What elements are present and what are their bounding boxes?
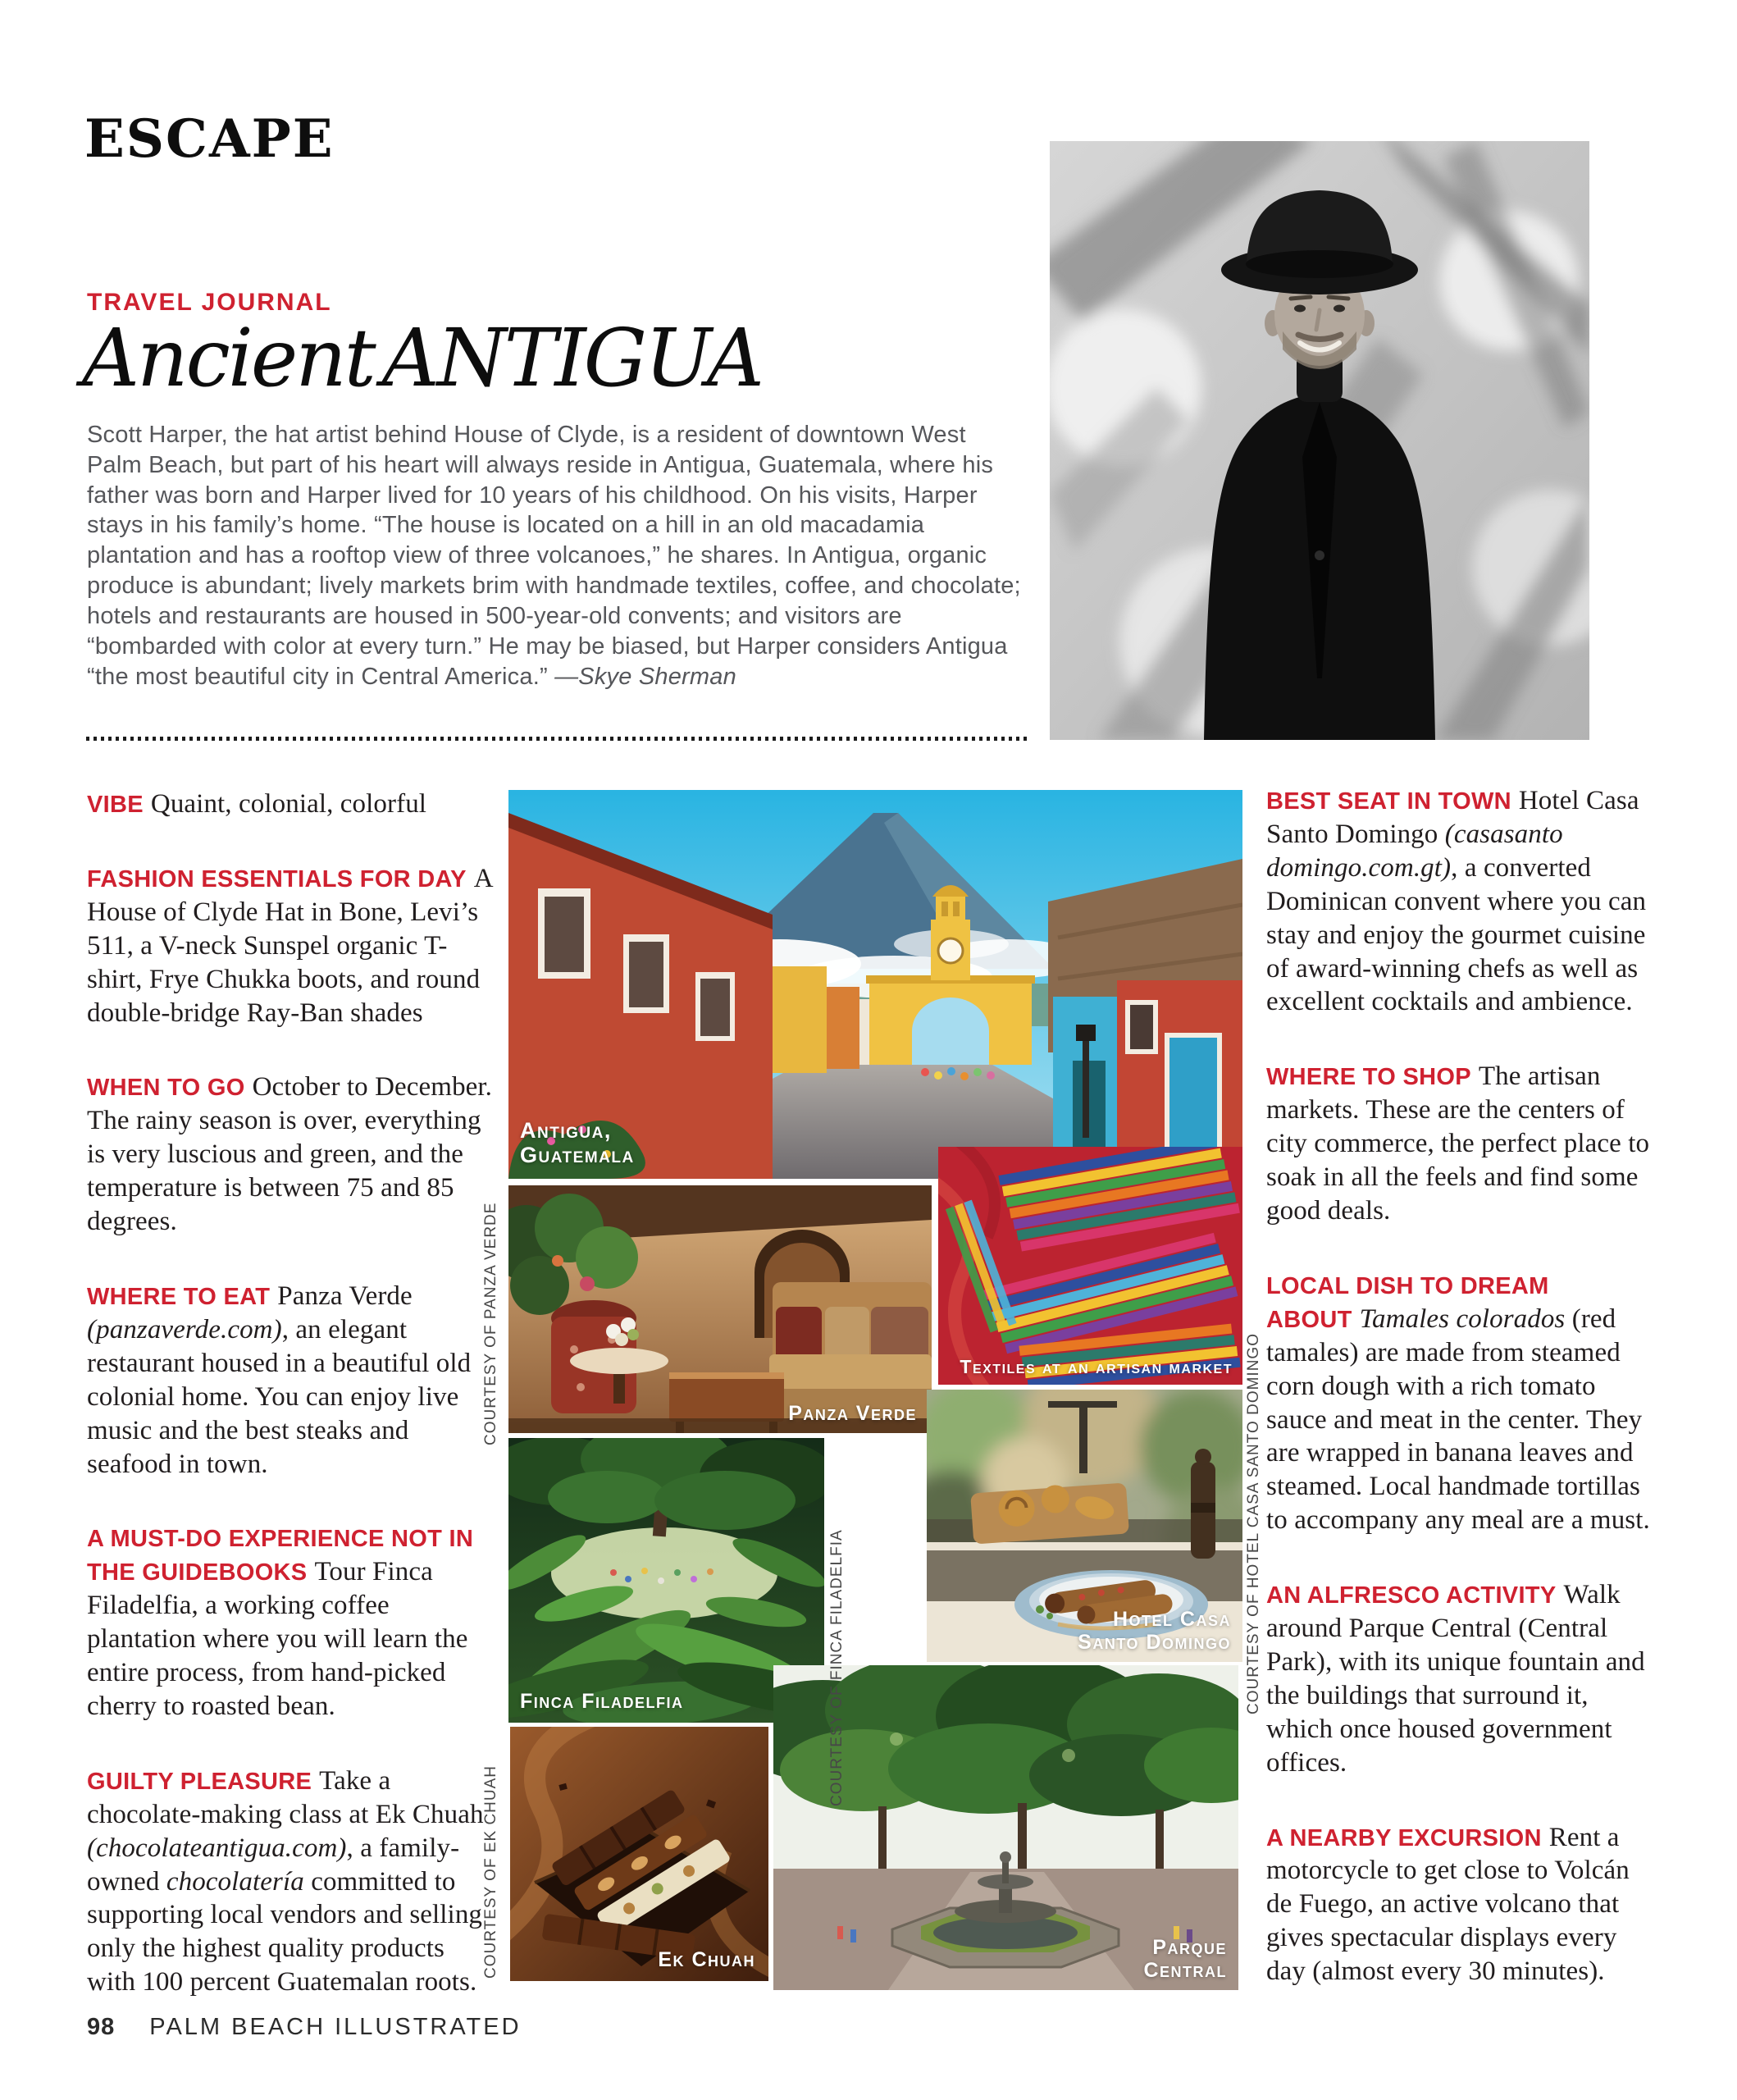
section-body-italic: Tamales colorados <box>1359 1303 1566 1334</box>
section-body-text: October to December. The rainy season is over, everything is very luscious and green, and the temperature is between 75 and 85 degrees. <box>87 1072 493 1237</box>
photo-antigua-street <box>508 790 1242 1179</box>
section-body-text: , a family-owned <box>87 1833 460 1897</box>
section-heading: A NEARBY EXCURSION <box>1266 1824 1542 1851</box>
byline: —Skye Sherman <box>554 663 736 690</box>
section-heading: WHERE TO EAT <box>87 1283 271 1310</box>
photo-textiles-market <box>938 1147 1242 1385</box>
page-number: 98 <box>87 2014 116 2040</box>
section <box>87 788 497 821</box>
caption-textiles: Textiles at an artisan market <box>960 1356 1233 1378</box>
credit-panza-verde: COURTESY OF PANZA VERDE <box>482 1202 499 1445</box>
article-title-caps: ANTIGUA <box>381 312 762 404</box>
dotted-divider <box>86 737 1028 741</box>
section-body-text: Panza Verde <box>277 1281 413 1311</box>
section <box>1266 784 1653 1019</box>
section-body-text: (red tamales) are made from steamed corn dough with a rich tomato sauce and meat in the center. They are wrapped in banana leaves and steamed. Local handmade tortillas to accompany any meal are a must. <box>1266 1303 1650 1536</box>
section <box>1266 1821 1653 1989</box>
ek-chuah-illustration <box>510 1727 768 1981</box>
section-body-italic: chocolatería <box>166 1866 304 1897</box>
portrait-photo-scott-harper <box>1050 141 1589 740</box>
article-title <box>82 312 762 404</box>
section-body-text: The artisan markets. These are the centers of city commerce, the perfect place to soak in all the feels and find some good deals. <box>1266 1061 1650 1226</box>
credit-hotel-casa-santo-domingo: COURTESY OF HOTEL CASA SANTO DOMINGO <box>1245 1333 1262 1714</box>
section-body-text: Walk around Parque Central (Central Park), with its unique fountain and the buildings that surround it, which once housed government offices. <box>1266 1580 1645 1778</box>
credit-finca-filadelfia: COURTESY OF FINCA FILADELFIA <box>828 1529 846 1806</box>
kicker-travel-journal: TRAVEL JOURNAL <box>87 289 332 316</box>
panza-verde-illustration <box>508 1185 932 1433</box>
section-body-text: Tour Finca Filadelfia, a working coffee plantation where you will learn the entire process, from hand-picked cherry to roasted bean. <box>87 1557 468 1721</box>
photo-panza-verde <box>508 1185 932 1433</box>
intro-text: Scott Harper, the hat artist behind House of Clyde, is a resident of downtown West Palm Beach, but part of his heart will always reside in Antigua, Guatemala, where his father was born and Harper lived for 10 years of his childhood. On his visits, Harper stays in his family’s home. “The house is located on a hill in an old macadamia plantation and has a rooftop view of three volcanoes,” he shares. In Antigua, organic produce is abundant; lively markets brim with handmade textiles, coffee, and chocolate; hotels and restaurants are housed in 500-year-old convents; and visitors are “bombarded with color at every turn.” He may be biased, but Harper considers Antigua “the most beautiful city in Central America.” <box>87 422 1021 690</box>
section <box>87 1764 497 1999</box>
photo-ek-chuah <box>510 1727 768 1981</box>
section-heading: A MUST-DO EXPERIENCE NOT IN THE GUIDEBOOKS <box>87 1526 474 1586</box>
section-masthead: ESCAPE <box>84 108 335 170</box>
section-body-text: Rent a motorcycle to get close to Volcán de Fuego, an active volcano that gives spectacular displays every day (almost every 30 minutes). <box>1266 1822 1630 1987</box>
left-column <box>87 788 497 2040</box>
section <box>87 1071 497 1239</box>
caption-finca: Finca Filadelfia <box>520 1690 684 1713</box>
section <box>1266 1578 1653 1779</box>
section-body-text: A House of Clyde Hat in Bone, Levi’s 511, a V-neck Sunspel organic T-shirt, Frye Chukka boots, and round double-bridge Ray-Ban shades <box>87 863 492 1028</box>
article-title-italic: Ancient <box>82 312 374 404</box>
caption-hotel-casa: Hotel Casa Santo Domingo <box>1078 1608 1231 1654</box>
textiles-illustration <box>938 1147 1242 1385</box>
photo-hotel-casa-santo-domingo <box>927 1390 1242 1662</box>
section-body-text: , an elegant restaurant housed in a beautiful old colonial home. You can enjoy live music and the best steaks and seafood in town. <box>87 1314 472 1479</box>
section-body-text: Hotel Casa Santo Domingo <box>1266 786 1639 849</box>
section-heading: VIBE <box>87 792 144 818</box>
section <box>87 1280 497 1481</box>
section <box>87 1522 497 1723</box>
section-heading: AN ALFRESCO ACTIVITY <box>1266 1582 1557 1609</box>
section-body-text: Quaint, colonial, colorful <box>150 789 427 819</box>
caption-panza-verde: Panza Verde <box>788 1402 917 1425</box>
section-heading: GUILTY PLEASURE <box>87 1768 312 1795</box>
section-body-text: , a converted Dominican convent where you can stay and enjoy the gourmet cuisine of award-winning chefs as well as excellent cocktails and ambience. <box>1266 852 1647 1017</box>
section <box>1266 1060 1653 1228</box>
page-footer <box>87 2014 522 2041</box>
section-heading: FASHION ESSENTIALS FOR DAY <box>87 865 467 892</box>
section-body-text: committed to supporting local vendors and selling only the highest quality products with 100 percent Guatemalan roots. <box>87 1866 483 1997</box>
magazine-name: PALM BEACH ILLUSTRATED <box>149 2014 522 2040</box>
credit-ek-chuah: COURTESY OF EK CHUAH <box>482 1764 499 1979</box>
section-heading: WHEN TO GO <box>87 1075 245 1102</box>
section-heading: LOCAL DISH TO DREAM ABOUT <box>1266 1272 1549 1333</box>
section-body-italic: (panzaverde.com) <box>87 1314 282 1344</box>
portrait-illustration <box>1050 141 1589 740</box>
intro-paragraph <box>87 420 1022 692</box>
right-column <box>1266 784 1653 2029</box>
section-heading: WHERE TO SHOP <box>1266 1064 1471 1091</box>
section-body-italic: (chocolateantigua.com) <box>87 1833 347 1863</box>
caption-parque: Parque Central <box>1143 1936 1227 1982</box>
section-body-italic: (casasanto domingo.com.gt) <box>1266 819 1563 883</box>
caption-ek-chuah: Ek Chuah <box>658 1948 755 1971</box>
section <box>1266 1269 1653 1537</box>
section-body-text: Take a chocolate-making class at Ek Chuah <box>87 1765 484 1829</box>
caption-antigua: Antigua, Guatemala <box>520 1117 635 1167</box>
section-heading: BEST SEAT IN TOWN <box>1266 788 1511 815</box>
section <box>87 862 497 1030</box>
